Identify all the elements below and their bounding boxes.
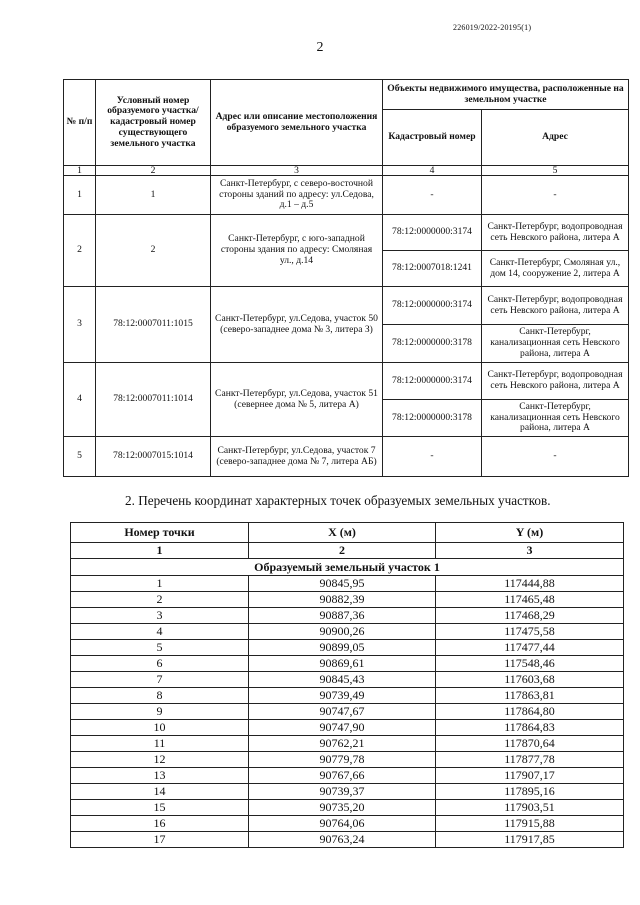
y-coordinate: 117917,85: [436, 832, 624, 848]
index-cell: 4: [383, 166, 482, 176]
x-coordinate: 90845,43: [249, 672, 436, 688]
point-number: 2: [71, 592, 249, 608]
row-num: 4: [64, 363, 96, 437]
table-row: [71, 624, 624, 640]
table-row: [71, 784, 624, 800]
x-coordinate: 90739,49: [249, 688, 436, 704]
point-number: 13: [71, 768, 249, 784]
row-cond-num: 78:12:0007011:1015: [96, 287, 211, 363]
point-number: 10: [71, 720, 249, 736]
row-address: Санкт-Петербург, с северо-восточной стороны зданий по адресу: ул.Седова, д.1 – д.5: [211, 176, 383, 215]
table-row: [71, 752, 624, 768]
index-cell: 3: [211, 166, 383, 176]
x-coordinate: 90764,06: [249, 816, 436, 832]
x-coordinate: 90779,78: [249, 752, 436, 768]
y-coordinate: 117475,58: [436, 624, 624, 640]
y-coordinate: 117465,48: [436, 592, 624, 608]
x-coordinate: 90900,26: [249, 624, 436, 640]
y-coordinate: 117603,68: [436, 672, 624, 688]
plot-subheader: Образуемый земельный участок 1: [71, 559, 624, 576]
header-x: X (м): [249, 523, 436, 543]
row-object-address: Санкт-Петербург, канализационная сеть Невского района, литера А: [482, 325, 629, 363]
header-num: № п/п: [64, 80, 96, 166]
table-row: [71, 768, 624, 784]
point-number: 4: [71, 624, 249, 640]
row-address: Санкт-Петербург, ул.Седова, участок 50 (северо-западнее дома № 3, литера З): [211, 287, 383, 363]
y-coordinate: 117444,88: [436, 576, 624, 592]
table-row: [71, 800, 624, 816]
y-coordinate: 117864,83: [436, 720, 624, 736]
row-cond-num: 2: [96, 215, 211, 287]
table-row: [71, 592, 624, 608]
row-num: 1: [64, 176, 96, 215]
row-object-address: -: [482, 176, 629, 215]
table-row: [64, 215, 629, 251]
row-object-address: Санкт-Петербург, водопроводная сеть Невского района, литера А: [482, 215, 629, 251]
table-row: [64, 287, 629, 325]
x-coordinate: 90763,24: [249, 832, 436, 848]
y-coordinate: 117903,51: [436, 800, 624, 816]
header-cadastral-number: Кадастровый номер: [383, 110, 482, 166]
point-number: 8: [71, 688, 249, 704]
row-object-address: Санкт-Петербург, водопроводная сеть Невского района, литера А: [482, 363, 629, 400]
row-cond-num: 78:12:0007015:1014: [96, 437, 211, 477]
x-coordinate: 90747,67: [249, 704, 436, 720]
index-cell: 2: [96, 166, 211, 176]
y-coordinate: 117895,16: [436, 784, 624, 800]
index-cell: 2: [249, 543, 436, 559]
x-coordinate: 90899,05: [249, 640, 436, 656]
table-row: [71, 656, 624, 672]
row-num: 3: [64, 287, 96, 363]
header-y: Y (м): [436, 523, 624, 543]
y-coordinate: 117863,81: [436, 688, 624, 704]
header-address: Адрес или описание местоположения образуемого земельного участка: [211, 80, 383, 166]
table-row: [64, 363, 629, 400]
row-object-address: Санкт-Петербург, канализационная сеть Невского района, литера А: [482, 400, 629, 437]
point-number: 14: [71, 784, 249, 800]
x-coordinate: 90762,21: [249, 736, 436, 752]
x-coordinate: 90767,66: [249, 768, 436, 784]
row-cadastral: -: [383, 437, 482, 477]
row-address: Санкт-Петербург, с юго-западной стороны здания по адресу: Смоляная ул., д.14: [211, 215, 383, 287]
row-object-address: Санкт-Петербург, Смоляная ул., дом 14, сооружение 2, литера А: [482, 251, 629, 287]
document-id: 226019/2022-20195(1): [453, 23, 532, 32]
header-point-number: Номер точки: [71, 523, 249, 543]
point-number: 9: [71, 704, 249, 720]
table-row: [71, 704, 624, 720]
x-coordinate: 90845,95: [249, 576, 436, 592]
x-coordinate: 90887,36: [249, 608, 436, 624]
row-address: Санкт-Петербург, ул.Седова, участок 7 (северо-западнее дома № 7, литера АБ): [211, 437, 383, 477]
table-row: [71, 672, 624, 688]
point-number: 7: [71, 672, 249, 688]
y-coordinate: 117468,29: [436, 608, 624, 624]
y-coordinate: 117548,46: [436, 656, 624, 672]
point-number: 3: [71, 608, 249, 624]
header-objects: Объекты недвижимого имущества, расположенные на земельном участке: [383, 80, 629, 110]
row-cadastral: 78:12:0000000:3174: [383, 363, 482, 400]
x-coordinate: 90739,37: [249, 784, 436, 800]
row-num: 2: [64, 215, 96, 287]
row-cadastral: 78:12:0007018:1241: [383, 251, 482, 287]
row-cadastral: 78:12:0000000:3174: [383, 287, 482, 325]
section-title: 2. Перечень координат характерных точек образуемых земельных участков.: [125, 493, 551, 508]
table-row: [71, 608, 624, 624]
table-row: [71, 816, 624, 832]
index-cell: 5: [482, 166, 629, 176]
row-object-address: Санкт-Петербург, водопроводная сеть Невского района, литера А: [482, 287, 629, 325]
table-row: [71, 736, 624, 752]
row-object-address: -: [482, 437, 629, 477]
coordinates-table: [70, 522, 624, 848]
page-number: 2: [316, 40, 324, 55]
point-number: 5: [71, 640, 249, 656]
table-row: [71, 688, 624, 704]
row-address: Санкт-Петербург, ул.Седова, участок 51 (севернее дома № 5, литера А): [211, 363, 383, 437]
row-cadastral: -: [383, 176, 482, 215]
table-row: [71, 832, 624, 848]
table-row: [64, 437, 629, 477]
x-coordinate: 90747,90: [249, 720, 436, 736]
point-number: 6: [71, 656, 249, 672]
y-coordinate: 117864,80: [436, 704, 624, 720]
index-cell: 1: [71, 543, 249, 559]
row-cadastral: 78:12:0000000:3174: [383, 215, 482, 251]
header-conditional-number: Условный номер образуемого участка/кадастровый номер существующего земельного участка: [96, 80, 211, 166]
table-row: [64, 176, 629, 215]
point-number: 11: [71, 736, 249, 752]
table-row: [71, 576, 624, 592]
point-number: 15: [71, 800, 249, 816]
table-row: [71, 640, 624, 656]
row-cadastral: 78:12:0000000:3178: [383, 325, 482, 363]
point-number: 1: [71, 576, 249, 592]
row-cond-num: 1: [96, 176, 211, 215]
table-row: [71, 720, 624, 736]
y-coordinate: 117870,64: [436, 736, 624, 752]
x-coordinate: 90869,61: [249, 656, 436, 672]
point-number: 16: [71, 816, 249, 832]
row-num: 5: [64, 437, 96, 477]
header-object-address: Адрес: [482, 110, 629, 166]
y-coordinate: 117915,88: [436, 816, 624, 832]
y-coordinate: 117477,44: [436, 640, 624, 656]
row-cadastral: 78:12:0000000:3178: [383, 400, 482, 437]
land-plots-table: [63, 79, 629, 477]
point-number: 12: [71, 752, 249, 768]
point-number: 17: [71, 832, 249, 848]
y-coordinate: 117877,78: [436, 752, 624, 768]
index-cell: 3: [436, 543, 624, 559]
index-cell: 1: [64, 166, 96, 176]
row-cond-num: 78:12:0007011:1014: [96, 363, 211, 437]
y-coordinate: 117907,17: [436, 768, 624, 784]
x-coordinate: 90882,39: [249, 592, 436, 608]
x-coordinate: 90735,20: [249, 800, 436, 816]
